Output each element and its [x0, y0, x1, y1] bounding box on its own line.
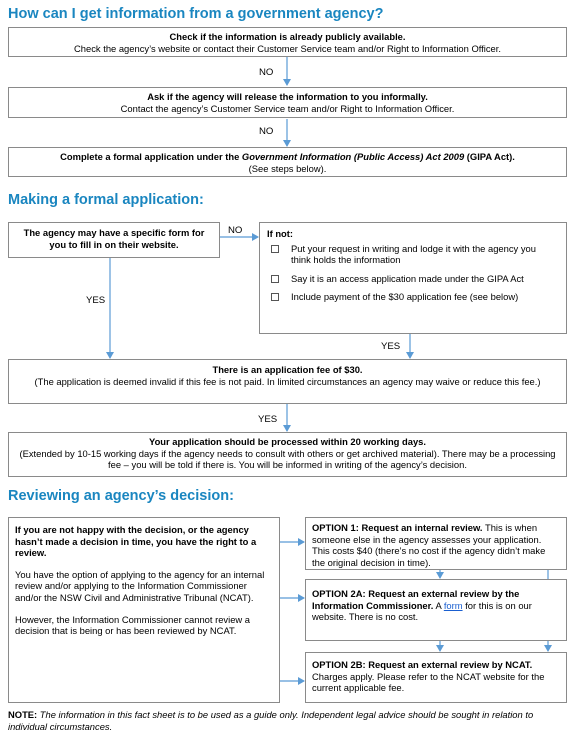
formal-heading: Making a formal application: — [8, 192, 204, 208]
form-box: The agency may have a specific form for you to fill in on their website. — [8, 222, 220, 258]
option2a-box — [305, 579, 567, 641]
no-label-2: NO — [259, 126, 274, 137]
step1-text: Check the agency’s website or contact their Customer Service team and/or Right to Information Officer. — [74, 42, 501, 54]
gipa-act-name: Government Information (Public Access) Act 2009 — [241, 151, 465, 162]
process-box — [8, 432, 567, 477]
ifnot-title: If not: — [267, 228, 294, 239]
option2a-post: for this is on our website. There is no cost. — [312, 599, 532, 623]
option1-box — [305, 517, 567, 570]
option1-text: This is when someone else in the agency assesses your application. This costs $40 (there’s no cost if the agency didn’t make the original decision in time). — [312, 522, 546, 568]
list-item: Put your request in writing and lodge it with the agency you think holds the information — [267, 243, 556, 266]
option2b-title: OPTION 2B: Request an external review by NCAT. — [312, 659, 533, 670]
fee-text: (The application is deemed invalid if this fee is not paid. In limited circumstances an agency may waive or reduce this fee.) — [34, 375, 541, 387]
option2b-content — [312, 659, 560, 694]
step3-pre: Complete a formal application under the — [60, 151, 242, 162]
option2a-pre: A — [433, 599, 444, 611]
review-p1: You have the option of applying to the agency for an internal review and/or applying to the Information Commissioner and/or the NSW Civil and Administrative Tribunal (NCAT). — [15, 568, 265, 603]
list-item: Include payment of the $30 application fee (see below) — [267, 291, 556, 303]
option2b-text: Charges apply. Please refer to the NCAT website for the current applicable fee. — [312, 670, 545, 694]
step3-post: (GIPA Act). — [464, 151, 515, 162]
note-label: NOTE: — [8, 709, 38, 720]
step3-title — [9, 151, 566, 163]
ifnot-list — [267, 243, 556, 303]
option1-title: OPTION 1: Request an internal review. — [312, 522, 483, 533]
step2-title: Ask if the agency will release the information to you informally. — [147, 91, 428, 102]
ifnot-box — [259, 222, 567, 334]
step3-box — [8, 147, 567, 177]
step1-box — [8, 27, 567, 57]
option2b-box — [305, 652, 567, 703]
option1-content — [312, 522, 560, 568]
step3-text: (See steps below). — [248, 162, 327, 174]
list-item: Say it is an access application made under the GIPA Act — [267, 273, 556, 285]
step2-text: Contact the agency’s Customer Service team and/or Right to Information Officer. — [120, 102, 455, 114]
main-heading: How can I get information from a government agency? — [8, 6, 384, 22]
no-label-1: NO — [259, 67, 274, 78]
yes-label-1: YES — [86, 295, 106, 306]
review-title: If you are not happy with the decision, or the agency hasn’t made a decision in time, you have the right to a review. — [15, 524, 257, 559]
no-label-3: NO — [228, 225, 243, 236]
yes-label-3: YES — [258, 414, 278, 425]
form-link[interactable]: form — [443, 599, 463, 611]
step1-title: Check if the information is already publicly available. — [169, 31, 406, 42]
process-text: (Extended by 10-15 working days if the agency needs to consult with others or get archived material). There may be a processing fee – you will be told if there is. You will be informed in writing of the agency’s decision. — [19, 447, 556, 471]
fee-box — [8, 359, 567, 404]
fee-title: There is an application fee of $30. — [212, 364, 363, 375]
disclaimer-note — [8, 709, 570, 732]
review-p2: However, the Information Commissioner cannot review a decision that is being or has been reviewed by NCAT. — [15, 613, 250, 637]
process-title: Your application should be processed within 20 working days. — [149, 436, 426, 447]
option2a-content — [312, 588, 560, 623]
option2a-title: OPTION 2A: Request an external review by the Information Commissioner. — [312, 588, 520, 611]
review-heading: Reviewing an agency’s decision: — [8, 488, 234, 504]
yes-label-2: YES — [381, 341, 401, 352]
review-box — [8, 517, 280, 703]
step2-box — [8, 87, 567, 118]
note-text: The information in this fact sheet is to be used as a guide only. Independent legal advice should be sought in relation to individual circumstances. — [8, 709, 534, 732]
